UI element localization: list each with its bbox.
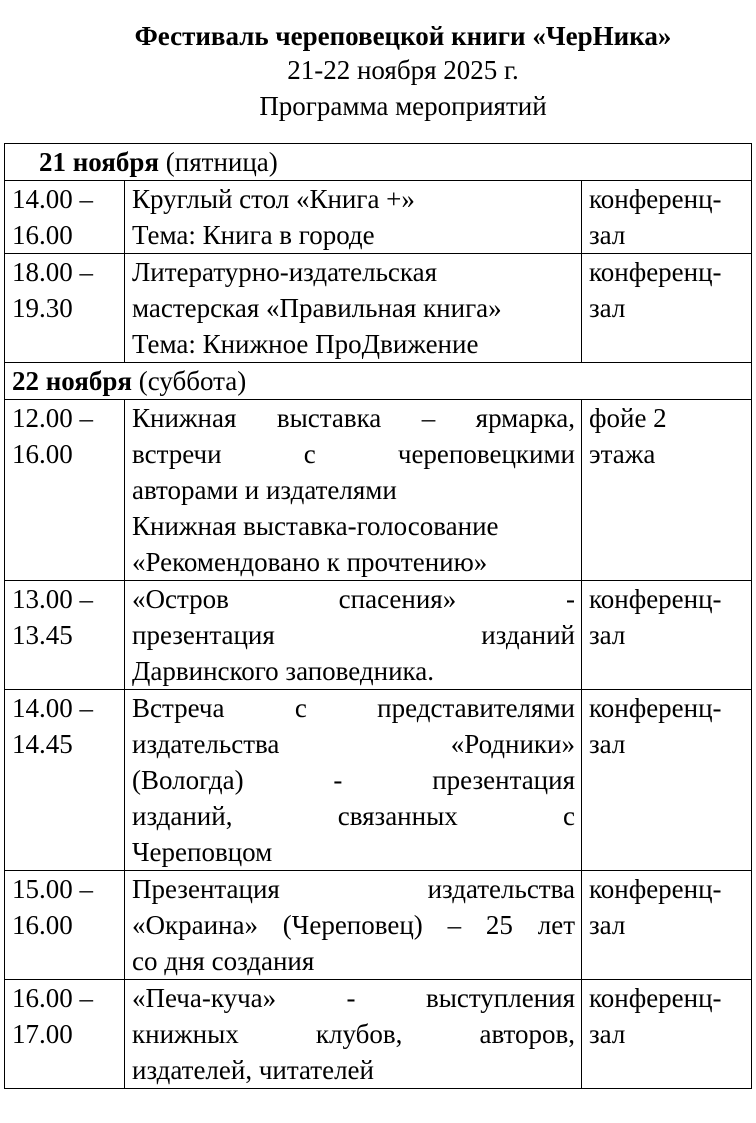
event-description-line: «Остров спасения» -: [132, 584, 575, 614]
event-description-line: Книжная выставка-голосование: [132, 511, 499, 541]
event-description-line: Череповцом: [132, 837, 273, 867]
event-time-line: 16.00: [12, 910, 73, 940]
event-time-line: 16.00: [12, 439, 73, 469]
event-description-line: изданий, связанных с: [132, 801, 575, 831]
event-description-line: Тема: Книжное ПроДвижение: [132, 329, 479, 359]
day-header: [5, 363, 752, 400]
event-venue: [582, 254, 752, 363]
event-venue-line: конференц-: [589, 693, 722, 723]
event-description-line: издательства «Родники»: [132, 729, 575, 759]
event-description: [125, 181, 582, 254]
event-description-line: Встреча с представителями: [132, 693, 575, 723]
event-time-line: 13.45: [12, 620, 73, 650]
day-date: 22 ноября: [12, 366, 133, 396]
event-description-line: издателей, читателей: [132, 1055, 374, 1085]
event-venue-line: зал: [589, 293, 626, 323]
event-description: [125, 254, 582, 363]
day-weekday: (пятница): [165, 147, 278, 177]
event-venue: [582, 181, 752, 254]
event-time: [5, 181, 125, 254]
event-row: [5, 690, 752, 871]
event-description-line: мастерская «Правильная книга»: [132, 293, 502, 323]
event-description-line: Круглый стол «Книга +»: [132, 184, 415, 214]
event-description-line: Литературно-издательская: [132, 257, 438, 287]
event-time-line: 14.45: [12, 729, 73, 759]
event-description-line: «Рекомендовано к прочтению»: [132, 547, 488, 577]
program-table: [4, 143, 752, 1089]
event-venue-line: фойе 2: [589, 403, 667, 433]
event-time-line: 18.00 –: [12, 257, 93, 287]
event-venue-line: зал: [589, 729, 626, 759]
festival-title: Фестиваль череповецкой книги «ЧерНика»: [134, 21, 672, 51]
event-time-line: 17.00: [12, 1019, 73, 1049]
event-venue-line: конференц-: [589, 184, 722, 214]
event-time-line: 16.00 –: [12, 983, 93, 1013]
event-description-line: встречи с череповецкими: [132, 439, 575, 469]
day-date: 21 ноября: [39, 147, 160, 177]
event-venue-line: зал: [589, 220, 626, 250]
event-venue-line: зал: [589, 910, 626, 940]
event-row: [5, 871, 752, 980]
event-description-line: «Окраина» (Череповец) – 25 лет: [132, 910, 575, 940]
event-description-line: Книжная выставка – ярмарка,: [132, 403, 575, 433]
event-description: [125, 581, 582, 690]
event-time-line: 13.00 –: [12, 584, 93, 614]
day-header-row: [5, 144, 752, 181]
event-venue-line: зал: [589, 620, 626, 650]
event-description-line: «Печа-куча» - выступления: [132, 983, 575, 1013]
event-time: [5, 254, 125, 363]
event-row: [5, 581, 752, 690]
event-row: [5, 181, 752, 254]
event-venue: [582, 980, 752, 1089]
event-venue-line: зал: [589, 1019, 626, 1049]
event-description-line: Презентация издательства: [132, 874, 575, 904]
event-description-line: со дня создания: [132, 946, 315, 976]
event-row: [5, 980, 752, 1089]
event-venue: [582, 871, 752, 980]
event-time: [5, 980, 125, 1089]
event-time: [5, 871, 125, 980]
day-header-row: [5, 363, 752, 400]
event-time: [5, 400, 125, 581]
event-venue-line: конференц-: [589, 584, 722, 614]
event-venue-line: конференц-: [589, 983, 722, 1013]
event-description-line: Тема: Книга в городе: [132, 220, 375, 250]
day-weekday: (суббота): [138, 366, 247, 396]
event-description: [125, 400, 582, 581]
event-venue-line: конференц-: [589, 874, 722, 904]
event-time-line: 16.00: [12, 220, 73, 250]
event-venue: [582, 581, 752, 690]
event-venue: [582, 400, 752, 581]
event-description-line: книжных клубов, авторов,: [132, 1019, 575, 1049]
event-time-line: 15.00 –: [12, 874, 93, 904]
event-venue-line: этажа: [589, 439, 656, 469]
event-time: [5, 690, 125, 871]
event-venue-line: конференц-: [589, 257, 722, 287]
day-header: [5, 144, 752, 181]
event-description: [125, 980, 582, 1089]
program-subtitle: Программа мероприятий: [259, 91, 547, 121]
event-description-line: авторами и издателями: [132, 475, 397, 505]
event-time-line: 14.00 –: [12, 693, 93, 723]
event-time-line: 19.30: [12, 293, 73, 323]
event-time-line: 12.00 –: [12, 403, 93, 433]
event-row: [5, 400, 752, 581]
event-time: [5, 581, 125, 690]
event-row: [5, 254, 752, 363]
festival-dates: 21-22 ноября 2025 г.: [287, 55, 519, 85]
event-description-line: презентация изданий: [132, 620, 575, 650]
event-time-line: 14.00 –: [12, 184, 93, 214]
event-venue: [582, 690, 752, 871]
event-description-line: (Вологда) - презентация: [132, 765, 575, 795]
event-description: [125, 690, 582, 871]
event-description-line: Дарвинского заповедника.: [132, 656, 434, 686]
event-description: [125, 871, 582, 980]
